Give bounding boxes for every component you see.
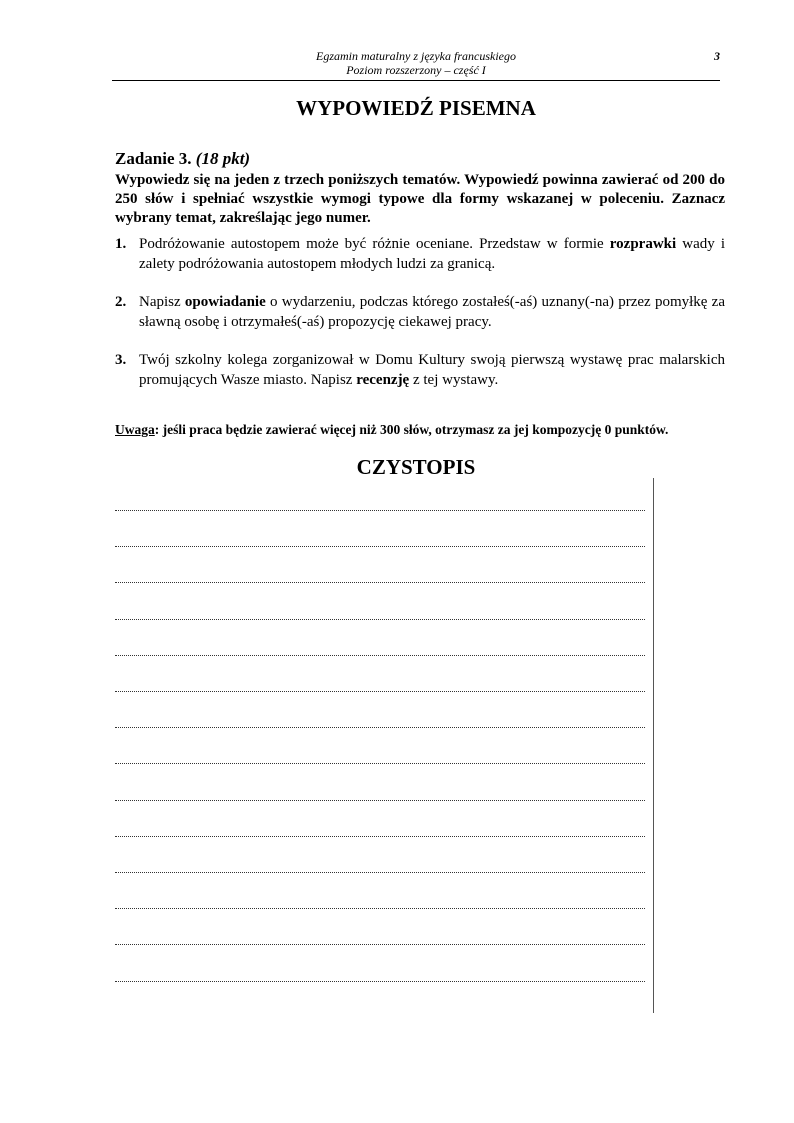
writing-line[interactable]	[115, 981, 645, 982]
topic-form: rozprawki	[609, 236, 677, 252]
writing-line[interactable]	[115, 582, 645, 583]
note-label: Uwaga	[115, 422, 155, 437]
writing-line[interactable]	[115, 800, 645, 801]
exam-level: Poziom rozszerzony – część I	[346, 63, 486, 77]
topic-item-1[interactable]	[115, 234, 725, 274]
writing-line[interactable]	[115, 836, 645, 837]
page-number: 3	[714, 49, 720, 63]
topic-text: Napisz	[139, 294, 185, 310]
topic-form: opowiadanie	[184, 294, 266, 310]
exam-title: Egzamin maturalny z języka francuskiego	[316, 49, 516, 63]
topic-text: o wydarzeniu, podczas którego zostałeś(-aś) uznany(-na) przez pomyłkę za sławną osobę i otrzymałeś(-aś) propozycję ciekawej pracy.	[139, 294, 725, 330]
clean-copy-title: CZYSTOPIS	[356, 455, 476, 479]
writing-line[interactable]	[115, 510, 645, 511]
writing-line[interactable]	[115, 619, 645, 620]
note-text: : jeśli praca będzie zawierać więcej niż 300 słów, otrzymasz za jej kompozycję 0 punktów.	[154, 422, 669, 437]
topic-item-2[interactable]	[115, 292, 725, 332]
task-label: Zadanie 3.	[115, 149, 192, 168]
topic-text: z tej wystawy.	[409, 372, 499, 388]
writing-line[interactable]	[115, 727, 645, 728]
page-header	[112, 47, 720, 81]
writing-line[interactable]	[115, 763, 645, 764]
topic-text: Twój szkolny kolega zorganizował w Domu Kultury swoją pierwszą wystawę prac malarskich promujących Wasze miasto. Napisz	[139, 352, 725, 388]
topic-text: wady i zalety podróżowania autostopem młodych ludzi za granicą.	[139, 236, 725, 272]
task-points: (18 pkt)	[195, 149, 251, 168]
margin-rule	[653, 478, 654, 1013]
topic-item-3[interactable]	[115, 350, 725, 390]
topic-list	[115, 234, 725, 408]
topic-number[interactable]: 1.	[115, 236, 127, 252]
topic-text: Podróżowanie autostopem może być różnie oceniane. Przedstaw w formie	[139, 236, 610, 252]
writing-line[interactable]	[115, 691, 645, 692]
task-instructions: Wypowiedz się na jeden z trzech poniższych tematów. Wypowiedź powinna zawierać od 200 do 250 słów i spełniać wszystkie wymogi typowe dla formy wskazanej w poleceniu. Zaznacz wybrany temat, zakreślając jego numer.	[115, 172, 725, 226]
section-title: WYPOWIEDŹ PISEMNA	[296, 96, 536, 120]
writing-line[interactable]	[115, 908, 645, 909]
topic-form: recenzję	[356, 372, 410, 388]
writing-line[interactable]	[115, 872, 645, 873]
task-heading	[115, 149, 250, 169]
word-limit-note	[115, 421, 725, 439]
topic-number[interactable]: 3.	[115, 352, 127, 368]
writing-line[interactable]	[115, 546, 645, 547]
writing-line[interactable]	[115, 944, 645, 945]
topic-number[interactable]: 2.	[115, 294, 127, 310]
writing-line[interactable]	[115, 655, 645, 656]
